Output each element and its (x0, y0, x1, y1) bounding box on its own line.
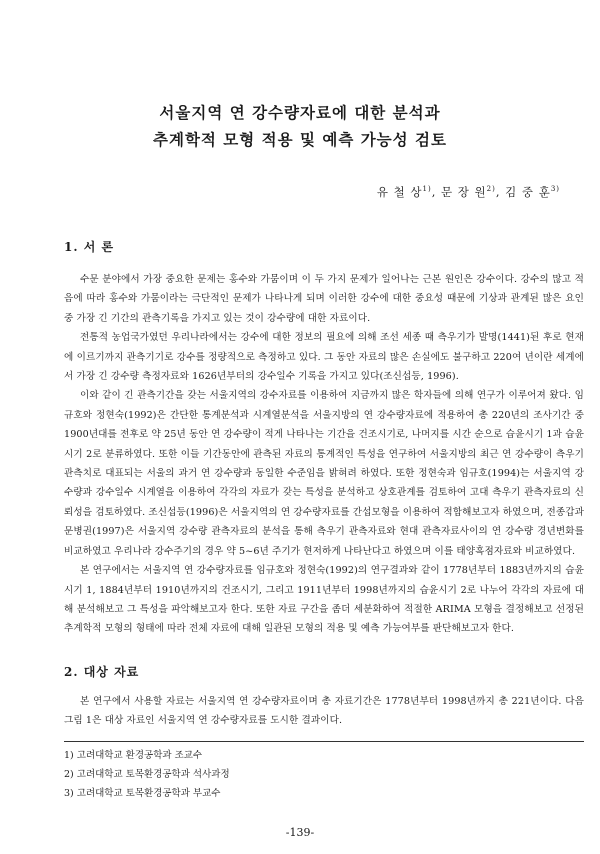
body-paragraph: 전통적 농업국가였던 우리나라에서는 강수에 대한 정보의 필요에 의해 조선 세종 때 측우기가 발명(1441)된 후로 현재에 이르기까지 관측기기로 강수를 정량적으로 측정하고 있다. 그 동안 자료의 많은 손실에도 불구하고 220여 년이란 세계에서 가장 긴 강수량 측정자료와 1626년부터의 강수일수 기록을 가지고 있다(조신섭등, 1996). (64, 332, 584, 383)
section-heading-data: 2. 대상 자료 (64, 665, 140, 679)
section-heading-introduction: 1. 서 론 (64, 240, 115, 254)
author-name: 김 중 훈 (505, 185, 551, 199)
author-affiliation-mark: 1) (422, 185, 432, 194)
author-name: 유 철 상 (376, 185, 423, 199)
author-affiliation-mark: 2) (486, 185, 496, 194)
footnote: 2) 고려대학교 토목환경공학과 석사과정 (64, 769, 230, 780)
paper-title-line-1: 서울지역 연 강수량자료에 대한 분석과 (159, 103, 441, 122)
footnote-divider (64, 741, 584, 742)
section-body-introduction (64, 270, 584, 639)
body-paragraph: 이와 같이 긴 관측기간을 갖는 서울지역의 강수자료를 이용하여 지금까지 많은 학자들에 의해 연구가 이루어져 왔다. 임규호와 정현숙(1992)은 간단한 통계분석과 시계열분석을 서울지방의 연 강수량자료에 적용하여 총 220년의 조사기간 중 1900년대를 전후로 약 25년 동안 연 강수량이 적게 나타나는 기간을 건조시기로, 나머지를 시간 순으로 습윤시기 1과 습윤시기 2로 분류하였다. 또한 이들 기간동안에 관측된 자료의 통계적인 특성을 연구하여 서울지방의 최근 연 강수량이 측우기 관측치로 대표되는 서울의 과거 연 강수량과 동일한 수준임을 밝혀려 하였다. 또한 정현숙과 임규호(1994)는 서울지역 강수량과 강수일수 시계열을 이용하여 각각의 자료가 갖는 특성을 분석하고 상호관계를 검토하여 고대 측우기 관측자료의 신뢰성을 검토하였다. 조신섭등(1996)은 서울지역의 연 강수량자료를 간섭모형을 이용하여 적합해보고자 하였으며, 전종갑과 문병권(1997)은 서울지역 강수량 관측자료의 분석을 통해 측우기 관측자료와 현대 관측자료사이의 연 강수량 경년변화를 비교하였고 우리나라 강수주기의 경우 약 5~6년 주기가 현저하게 나타난다고 하였으며 이를 태양흑점자료와 비교하였다. (64, 390, 584, 557)
footnote: 3) 고려대학교 토목환경공학과 부교수 (64, 788, 221, 799)
page-number: -139- (285, 826, 315, 839)
author-list: 유 철 상$^{1)}$, 문 장 원$^{2)}$, 김 중 훈$^{3)}$ (376, 185, 560, 199)
body-paragraph: 본 연구에서 사용할 자료는 서울지역 연 강수량자료이며 총 자료기간은 1778년부터 1998년까지 총 221년이다. 다음 그림 1은 대상 자료인 서울지역 연 강수량자료를 도시한 결과이다. (64, 696, 584, 727)
paper-title-line-2: 추계학적 모형 적용 및 예측 가능성 검토 (153, 130, 447, 149)
author-name: 문 장 원 (441, 185, 487, 199)
body-paragraph: 본 연구에서는 서울지역 연 강수량자료를 임규호와 정현숙(1992)의 연구결과와 같이 1778년부터 1883년까지의 습윤시기 1, 1884년부터 1910년까지의 건조시기, 그리고 1911년부터 1998년까지의 습윤시기 2로 나누어 각각의 자료에 대해 분석해보고 그 특성을 파악해보고자 한다. 또한 자료 구간을 좀더 세분화하여 적절한 ARIMA 모형을 결정해보고 선정된 추계학적 모형의 형태에 따라 전체 자료에 대해 일관된 모형의 적용 및 예측 가능여부를 판단해보고자 한다. (64, 565, 584, 635)
body-paragraph: 수문 분야에서 가장 중요한 문제는 홍수와 가뭄이며 이 두 가지 문제가 일어나는 근본 원인은 강수이다. 강수의 많고 적음에 따라 홍수와 가뭄이라는 극단적인 문제가 나타나게 되며 이러한 강수에 대한 중요성 때문에 기상과 관계된 많은 요인 중 가장 긴 기간의 관측기록을 가지고 있는 것이 강수량에 대한 자료이다. (64, 274, 584, 324)
footnotes (64, 746, 584, 803)
section-body-data (64, 692, 584, 731)
author-affiliation-mark: 3) (550, 185, 560, 194)
footnote: 1) 고려대학교 환경공학과 조교수 (64, 750, 203, 761)
